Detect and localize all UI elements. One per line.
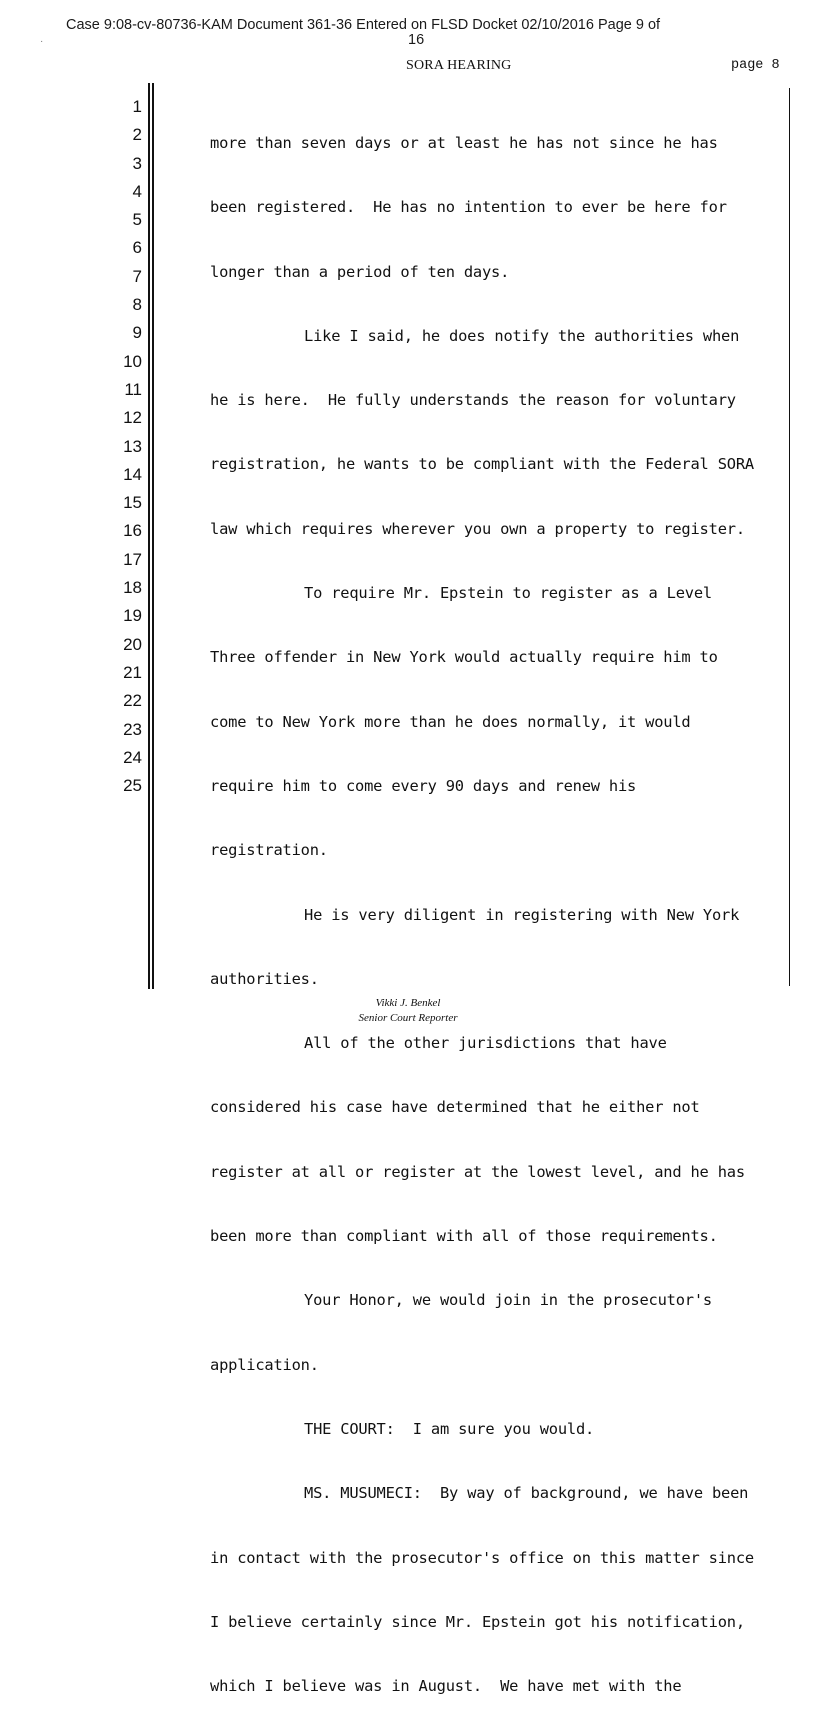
line-number: 16 (123, 521, 142, 541)
case-header-line-1: Case 9:08-cv-80736-KAM Document 361-36 Entered on FLSD Docket 02/10/2016 Page 9 of (66, 17, 661, 33)
left-margin-rule-outer (148, 83, 150, 989)
line-number: 22 (123, 691, 142, 711)
transcript-line: come to New York more than he does normally, it would (210, 712, 691, 731)
transcript-line: he is here. He fully understands the reason for voluntary (210, 391, 736, 410)
transcript-line: Three offender in New York would actually require him to (210, 648, 718, 667)
transcript-line: register at all or register at the lowest level, and he has (210, 1162, 745, 1181)
right-margin-rule (789, 88, 790, 986)
transcript-line: require him to come every 90 days and renew his (210, 776, 637, 795)
transcript-line: All of the other jurisdictions that have (304, 1034, 667, 1053)
transcript-line: MS. MUSUMECI: By way of background, we have been (304, 1484, 749, 1503)
line-number: 12 (123, 408, 142, 428)
line-number: 13 (123, 436, 142, 456)
transcript-line: Your Honor, we would join in the prosecutor's (304, 1291, 712, 1310)
transcript-line: authorities. (210, 969, 319, 988)
line-number: 11 (124, 379, 142, 399)
line-number: 17 (123, 549, 142, 569)
case-header (66, 17, 766, 48)
line-number: 3 (132, 153, 142, 173)
line-number: 18 (123, 578, 142, 598)
line-number: 10 (123, 351, 142, 371)
line-number: 15 (123, 493, 142, 513)
transcript-line: more than seven days or at least he has not since he has (210, 134, 718, 152)
line-number: 20 (123, 634, 142, 654)
line-number: 4 (132, 181, 142, 201)
transcript-line: which I believe was in August. We have met with the (210, 1677, 682, 1696)
transcript-line: longer than a period of ten days. (210, 262, 510, 281)
transcript-line: been more than compliant with all of those requirements. (210, 1227, 718, 1246)
transcript-line: registration. (210, 841, 328, 860)
running-title: SORA HEARING (406, 58, 512, 73)
reporter-name: Vikki J. Benkel (375, 997, 441, 1009)
line-number: 8 (132, 295, 142, 315)
line-number: 7 (132, 266, 142, 286)
line-number: 23 (123, 719, 142, 739)
transcript-line: Like I said, he does notify the authorities when (304, 326, 740, 345)
transcript-line: registration, he wants to be compliant with the Federal SORA (210, 455, 754, 474)
transcript-line: considered his case have determined that he either not (210, 1098, 700, 1117)
case-header-line-2: 16 (408, 32, 425, 48)
line-number: 9 (132, 323, 142, 343)
line-number: 21 (123, 662, 142, 682)
line-number: 24 (123, 747, 142, 767)
line-number: 1 (132, 97, 142, 116)
line-number: 5 (132, 210, 142, 230)
line-number: 2 (132, 125, 142, 145)
line-numbers (100, 93, 142, 800)
line-number: 25 (123, 776, 142, 796)
scan-speck: · (40, 36, 44, 47)
transcript-line: THE COURT: I am sure you would. (304, 1419, 595, 1438)
line-number: 14 (123, 464, 142, 484)
transcript-line: law which requires wherever you own a property to register. (210, 519, 745, 538)
transcript-line: I believe certainly since Mr. Epstein got his notification, (210, 1612, 745, 1631)
transcript-line: He is very diligent in registering with New York (304, 905, 740, 924)
transcript-line: in contact with the prosecutor's office on this matter since (210, 1548, 754, 1567)
transcript-line: been registered. He has no intention to ever be here for (210, 198, 727, 217)
transcript-line: To require Mr. Epstein to register as a Level (304, 584, 712, 603)
transcript-body (210, 93, 785, 1718)
left-margin-rule-inner (152, 83, 154, 989)
page-label: page 8 (731, 58, 780, 73)
line-number: 6 (132, 238, 142, 258)
transcript-line: application. (210, 1355, 319, 1374)
reporter-title: Senior Court Reporter (358, 1012, 458, 1024)
line-number: 19 (123, 606, 142, 626)
